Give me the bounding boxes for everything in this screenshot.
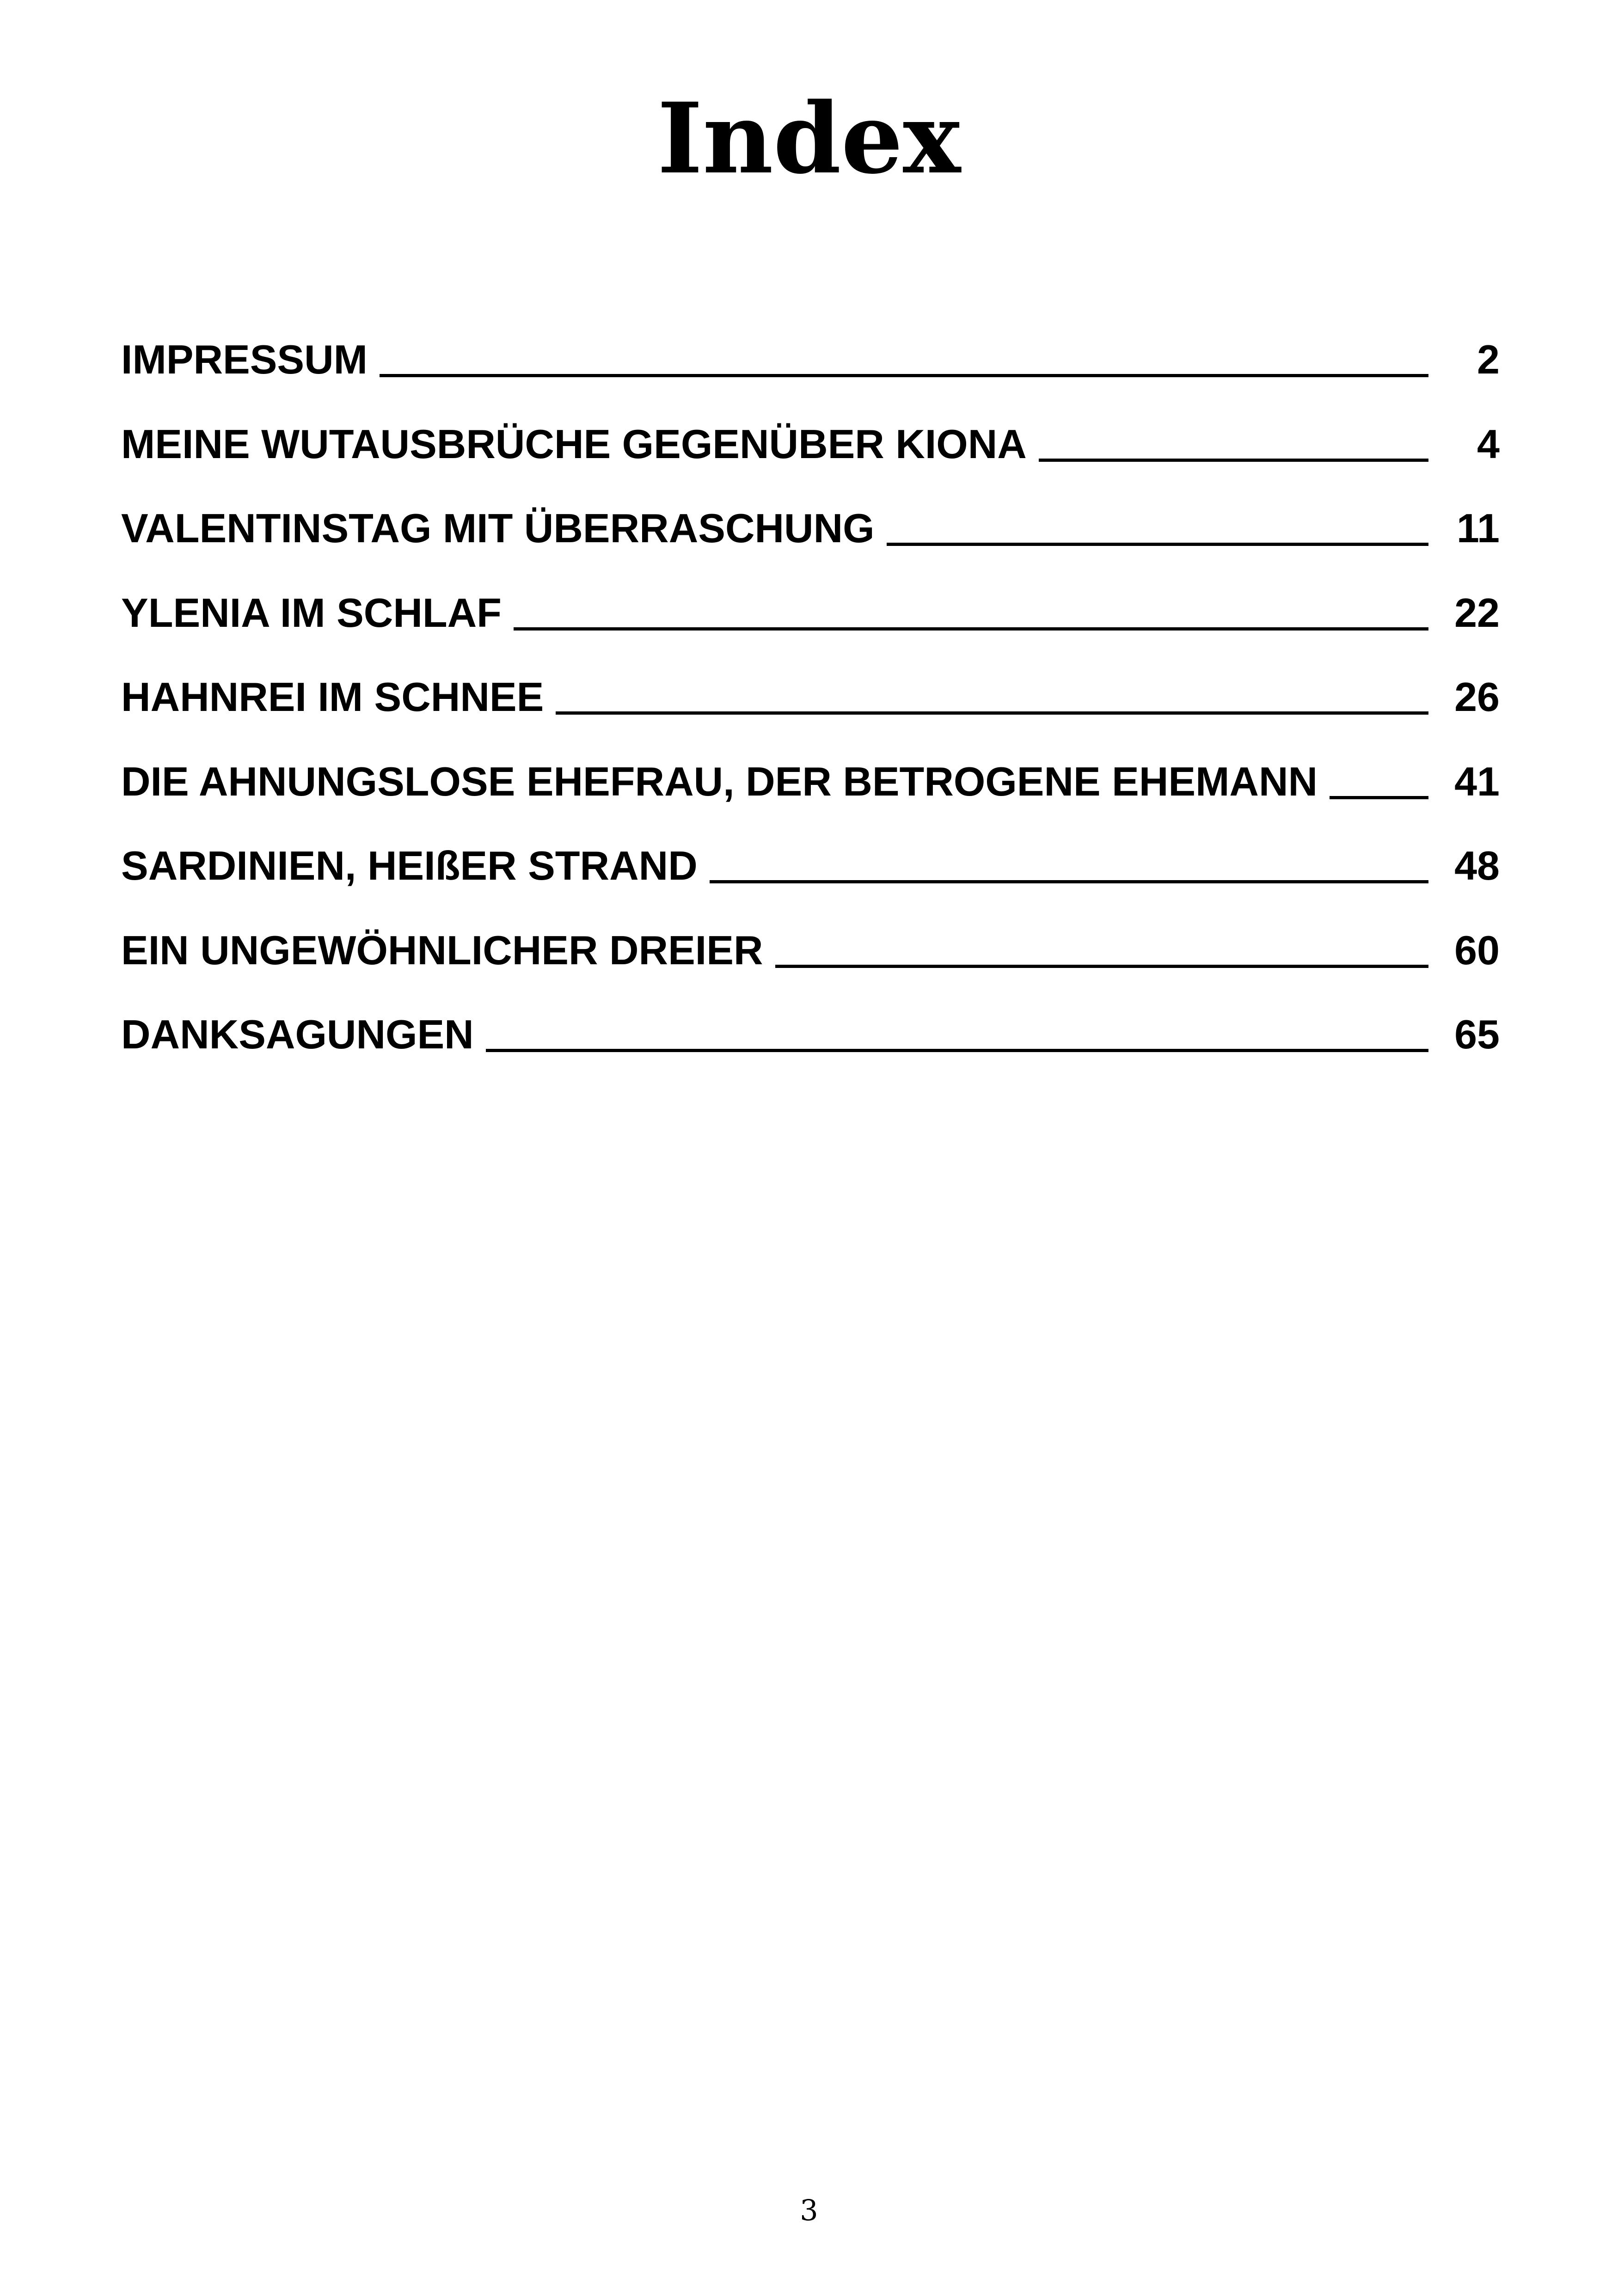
table-of-contents [121,332,1500,1091]
toc-entry-label: EIN UNGEWÖHNLICHER DREIER [121,927,763,973]
leader-line [1330,796,1428,799]
toc-entry-ehefrau[interactable] [121,754,1500,839]
toc-entry-page: 60 [1454,927,1500,973]
leader-line [710,880,1428,883]
toc-entry-sardinien[interactable] [121,838,1500,923]
toc-entry-page: 65 [1454,1011,1500,1057]
toc-entry-label: SARDINIEN, HEIßER STRAND [121,843,698,888]
toc-entry-label: VALENTINSTAG MIT ÜBERRASCHUNG [121,505,875,551]
toc-entry-valentinstag[interactable] [121,501,1500,585]
toc-entry-danksagungen[interactable] [121,1007,1500,1091]
toc-entry-impressum[interactable] [121,332,1500,416]
leader-line [380,374,1428,377]
page-title: Index [657,81,961,196]
leader-line [1039,459,1428,462]
toc-entry-hahnrei[interactable] [121,669,1500,754]
toc-entry-ylenia[interactable] [121,585,1500,670]
toc-entry-label: MEINE WUTAUSBRÜCHE GEGENÜBER KIONA [121,421,1027,467]
toc-entry-page: 2 [1477,337,1500,382]
leader-line [775,965,1429,968]
leader-line [556,711,1428,715]
toc-entry-page: 22 [1454,589,1500,636]
toc-entry-wutausbrueche[interactable] [121,416,1500,501]
toc-entry-label: IMPRESSUM [121,337,368,382]
toc-entry-label: DANKSAGUNGEN [121,1011,474,1057]
toc-entry-dreier[interactable] [121,923,1500,1007]
toc-entry-label: HAHNREI IM SCHNEE [121,674,544,720]
toc-entry-page: 26 [1454,674,1500,720]
toc-entry-label: YLENIA IM SCHLAF [121,589,502,636]
toc-entry-page: 41 [1454,758,1500,804]
toc-entry-page: 4 [1477,421,1500,467]
leader-line [887,543,1428,546]
page-number: 3 [800,2193,818,2227]
leader-line [486,1049,1428,1052]
toc-entry-page: 48 [1454,843,1500,888]
toc-entry-page: 11 [1456,505,1500,551]
leader-line [514,627,1428,631]
toc-entry-label: DIE AHNUNGSLOSE EHEFRAU, DER BETROGENE EHEMANN [121,758,1318,804]
